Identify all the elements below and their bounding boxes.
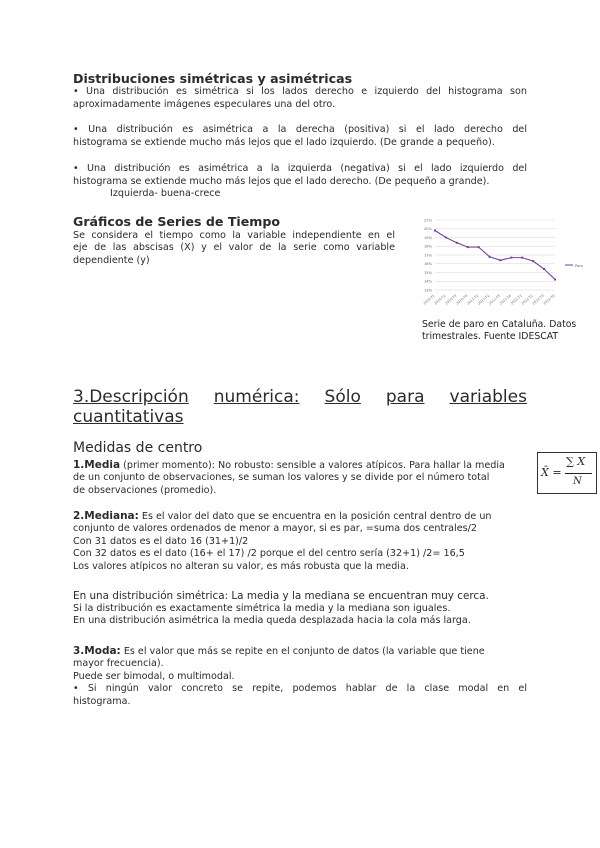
x-tick-label: 2011-T4 — [498, 293, 513, 306]
data-point — [478, 246, 480, 248]
section-title-line2: cuantitativas — [73, 407, 184, 427]
text-line: histograma se extiende mucho más lejos que el lado derecho. (De pequeño a grande). — [73, 175, 490, 187]
data-point — [499, 259, 501, 261]
text-line: (primer momento): No robusto: sensible a valores atípicos. Para hallar la media — [120, 460, 505, 471]
text-line: Con 31 datos es el dato 16 (31+1)/2 — [73, 535, 249, 547]
text-line: Con 32 datos es el dato (16+ el 17) /2 porque el del centro sería (32+1) /2= 16,5 — [73, 548, 465, 560]
text-line: • Si ningún valor concreto se repite, podemos hablar de la clase modal en el — [73, 683, 527, 695]
text-line: En una distribución asimétrica la media queda desplazada hacia la cola más larga. — [73, 615, 471, 627]
caption-line: trimestrales. Fuente IDESCAT — [422, 330, 559, 342]
text-line: Se considera el tiempo como la variable independiente en el — [73, 230, 395, 241]
paragraph-moda — [73, 645, 527, 708]
chart-grid — [435, 220, 555, 290]
paragraph-simetrica-detalle — [73, 603, 471, 628]
x-tick-label: 2012-T4 — [542, 293, 556, 306]
chart-x-ticks — [423, 294, 556, 306]
x-tick-label: 2011-T2 — [477, 293, 491, 306]
x-tick-label: 2012-T2 — [520, 293, 534, 306]
paragraph-series-tiempo — [73, 230, 395, 267]
text-line: Si la distribución es exactamente simétrica la media y la mediana son iguales. — [73, 603, 451, 614]
chart-legend — [565, 264, 583, 268]
text-line: mayor frecuencia). — [73, 658, 164, 670]
formula-fraction-bar — [565, 473, 592, 474]
x-tick-label: 2011-T1 — [466, 293, 480, 306]
text-line: • Una distribución es simétrica si los lados derecho e izquierdo del histograma son — [73, 86, 527, 97]
caption-line: Serie de paro en Cataluña. Datos — [422, 319, 577, 330]
title-word: variables — [449, 387, 527, 407]
data-point — [489, 256, 491, 258]
y-tick-label: 21% — [424, 218, 432, 223]
x-tick-label: 2010-T1 — [422, 293, 436, 306]
data-point — [554, 279, 556, 281]
title-word: Sólo — [324, 387, 361, 407]
x-tick-label: 2010-T2 — [433, 293, 447, 306]
label-moda: 3.Moda: — [73, 645, 121, 657]
y-tick-label: 15% — [424, 270, 432, 275]
paragraph-simetrica — [73, 86, 527, 98]
section-title-series-tiempo: Gráficos de Series de Tiempo — [73, 214, 281, 229]
text-line: dependiente (y) — [73, 254, 150, 266]
text-line: Es el valor que más se repite en el conjunto de datos (la variable que tiene — [120, 646, 485, 657]
text-line: histograma se extiende mucho más lejos que el lado izquierdo. (De grande a pequeño). — [73, 136, 495, 148]
formula-numerator: ∑ X — [566, 455, 586, 468]
text-line: conjunto de valores ordenados de menor a mayor, si es par, =suma dos centrales/2 — [73, 523, 477, 535]
y-tick-label: 16% — [424, 262, 432, 267]
text-line: eje de las abscisas (X) y el valor de la serie como variable — [73, 242, 395, 254]
paragraph-media — [73, 459, 527, 497]
formula-media — [537, 452, 597, 494]
text-line: de observaciones (promedio). — [73, 484, 217, 496]
section-title-distribuciones: Distribuciones simétricas y asimétricas — [73, 71, 353, 86]
text-line: • Una distribución es asimétrica a la derecha (positiva) si el lado derecho del — [73, 124, 527, 135]
data-point — [467, 246, 469, 248]
data-point — [445, 237, 447, 239]
text-line: • Una distribución es asimétrica a la izquierda (negativa) si el lado izquierdo del — [73, 163, 527, 174]
y-tick-label: 19% — [424, 235, 432, 240]
title-word: para — [385, 387, 425, 407]
label-mediana: 2.Mediana: — [73, 510, 139, 522]
data-point — [456, 242, 458, 244]
formula-lhs: X̄ = — [541, 466, 562, 479]
paragraph-asimetrica-derecha — [73, 124, 527, 136]
y-tick-label: 17% — [424, 253, 432, 258]
text-line: Es el valor del dato que se encuentra en la posición central dentro de un — [138, 511, 492, 522]
y-tick-label: 18% — [424, 244, 432, 249]
paragraph-simetrica-media: En una distribución simétrica: La media y la mediana se encuentran muy cerca. — [73, 590, 489, 602]
text-line: Los valores atípicos no alteran su valor, es más robusta que la media. — [73, 560, 409, 572]
paragraph-mediana — [73, 510, 527, 573]
title-word: numérica: — [213, 387, 300, 407]
y-tick-label: 13% — [424, 288, 432, 293]
data-point — [543, 268, 545, 270]
x-tick-label: 2012-T1 — [509, 293, 523, 306]
text-line: aproximadamente imágenes especulares una del otro. — [73, 98, 336, 110]
x-tick-label: 2011-T3 — [487, 293, 502, 306]
title-word: 3.Descripción — [73, 387, 189, 407]
text-line: histograma. — [73, 695, 131, 707]
x-tick-label: 2012-T3 — [531, 293, 545, 306]
note-izquierda: Izquierda- buena-crece — [110, 188, 221, 199]
y-tick-label: 20% — [424, 227, 432, 232]
x-tick-label: 2010-T4 — [455, 293, 469, 306]
chart-y-ticks — [424, 218, 433, 292]
y-tick-label: 14% — [424, 279, 432, 284]
legend-label: Paro — [575, 264, 583, 268]
data-point — [434, 230, 436, 232]
paragraph-asimetrica-derecha-end — [73, 137, 527, 149]
text-line: Puede ser bimodal, o multimodal. — [73, 670, 235, 682]
chart-caption — [422, 319, 576, 343]
label-media: 1.Media — [73, 459, 121, 471]
paragraph-simetrica-end — [73, 99, 527, 111]
data-point — [521, 257, 523, 259]
text-line: de un conjunto de observaciones, se suman los valores y se divide por el número total — [73, 472, 490, 484]
data-point — [532, 260, 534, 262]
data-point — [510, 257, 512, 259]
paragraph-asimetrica-izquierda-end — [73, 176, 527, 188]
paragraph-asimetrica-izquierda — [73, 163, 527, 175]
formula-denominator: N — [573, 476, 582, 487]
subtitle-medidas-centro: Medidas de centro — [73, 440, 203, 456]
time-series-chart — [415, 212, 585, 317]
section-title-descripcion-numerica — [73, 387, 527, 407]
x-tick-label: 2010-T3 — [444, 293, 458, 306]
